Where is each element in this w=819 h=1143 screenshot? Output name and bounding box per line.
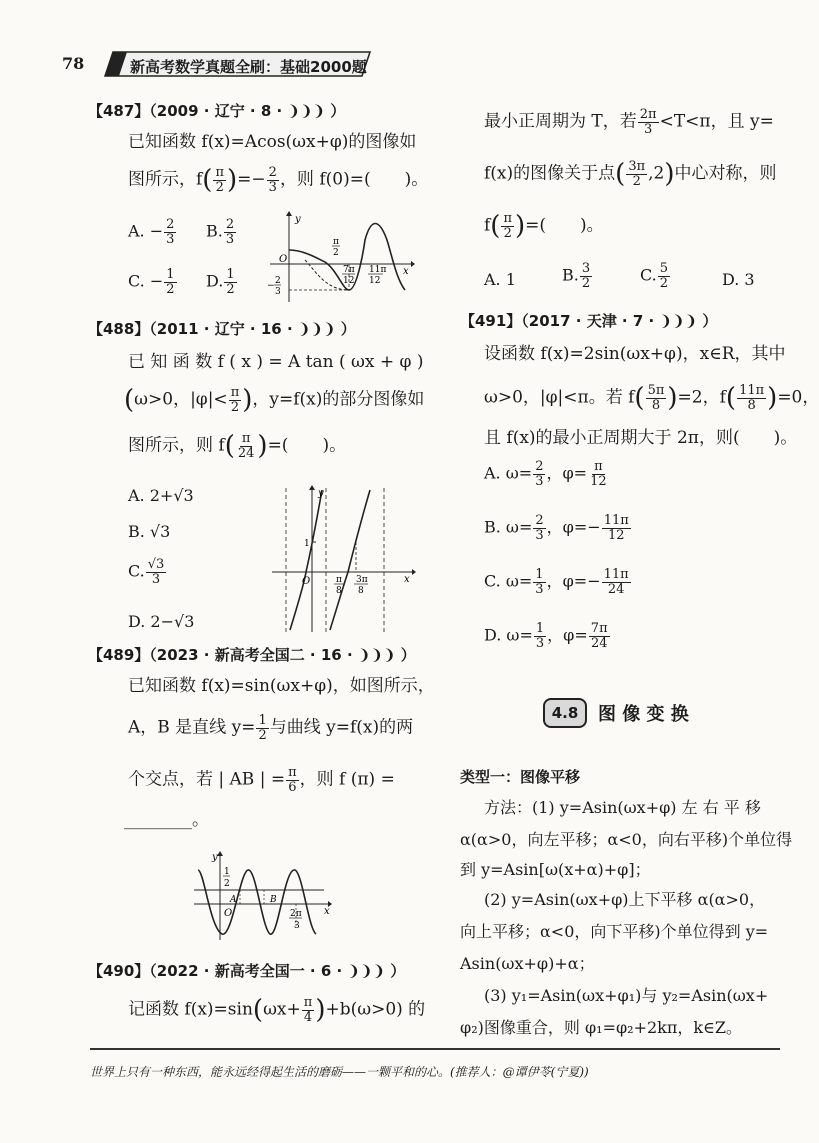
origin-label: O <box>302 576 311 587</box>
q490-line2: 最小正周期为 T，若 $\frac{2\pi}{3}$ <T<π，且 y= <box>484 107 774 137</box>
q491-line3: 且 f(x)的最小正周期大于 2π，则( )。 <box>484 428 798 448</box>
q488-line3: 图所示，则 f( $\frac{\pi}{24}$ )=( )。 <box>128 431 347 462</box>
svg-text:−: − <box>267 281 275 291</box>
q489-line1: 已知函数 f(x)=sin(ωx+φ)，如图所示， <box>128 676 435 696</box>
difficulty-icon: ❩❩❩ ） <box>292 320 356 338</box>
svg-text:π: π <box>333 237 339 247</box>
q489-head: 【489】（2023 · 新高考全国二 · 16 · ❩❩❩ ） <box>88 646 416 664</box>
axis-label-y: y <box>295 214 301 225</box>
axis-label-y: y <box>212 852 218 863</box>
q489-sine-graph <box>190 848 340 943</box>
method-3a: (3) y₁=Asin(ωx+φ₁)与 y₂=Asin(ωx+ <box>484 986 769 1005</box>
q489-line3: 个交点，若 | AB | = $\frac{\pi}{6}$ ，则 f (π) = <box>128 765 395 795</box>
q491-option-d: D. ω= $\frac{1}{3}$ ，φ= $\frac{7\pi}{24}$ <box>484 621 608 651</box>
q491-line2: ω>0，|φ|<π。若 f( $\frac{5\pi}{8}$ )=2，f( $\frac{11\pi}{8}$ )=0， <box>484 383 819 414</box>
q490-option-c: C. $\frac{5}{2}$ <box>640 261 669 291</box>
q490-option-a: A. 1 <box>484 270 516 289</box>
q487-option-b: B. $\frac{2}{3}$ <box>206 217 235 247</box>
method-2a: (2) y=Asin(ωx+φ)上下平移 α(α>0， <box>484 890 766 909</box>
q491-option-a: A. ω= $\frac{2}{3}$ ，φ= $\frac{\pi}{12}$ <box>484 459 607 489</box>
axis-label-y: y <box>318 488 324 499</box>
svg-text:1: 1 <box>304 539 310 549</box>
svg-text:3π: 3π <box>356 575 368 585</box>
q488-tangent-graph <box>268 484 418 634</box>
difficulty-icon: ❩❩❩ ） <box>282 102 346 120</box>
q487-option-d: D. $\frac{1}{2}$ <box>206 267 235 297</box>
type-heading: 类型一：图像平移 <box>460 768 581 786</box>
origin-label: O <box>224 908 233 919</box>
svg-text:12: 12 <box>343 276 355 286</box>
point-a-label: A <box>230 895 237 905</box>
q487-line2: 图所示，f( $\frac{\pi}{2}$ )=− $\frac{2}{3}$ ，则 f(0)=( )。 <box>128 165 429 196</box>
svg-text:2: 2 <box>275 276 281 286</box>
axis-label-x: x <box>403 266 409 277</box>
q489-line2: A，B 是直线 y= $\frac{1}{2}$ 与曲线 y=f(x)的两 <box>128 713 414 743</box>
page-number: 78 <box>62 54 85 73</box>
method-2c: Asin(ωx+φ)+α； <box>460 954 595 973</box>
q491-option-c: C. ω= $\frac{1}{3}$ ，φ=− $\frac{11\pi}{24}$ <box>484 567 629 597</box>
section-badge: 4.8 <box>543 698 587 728</box>
q489-answer-blank: ________。 <box>124 810 209 830</box>
difficulty-icon: ❩❩❩ ） <box>654 312 718 330</box>
point-b-label: B <box>270 895 277 905</box>
q491-head: 【491】（2017 · 天津 · 7 · ❩❩❩ ） <box>460 312 718 330</box>
svg-text:12: 12 <box>369 276 381 286</box>
difficulty-icon: ❩❩❩ ） <box>352 646 416 664</box>
q491-line1: 设函数 f(x)=2sin(ωx+φ)，x∈R，其中 <box>484 344 786 364</box>
q488-option-b: B. √3 <box>128 522 171 541</box>
q487-option-a: A. − $\frac{2}{3}$ <box>128 217 175 247</box>
footer-divider <box>90 1048 780 1050</box>
q488-option-c: C. $\frac{√3}{3}$ <box>128 557 165 587</box>
q487-cosine-graph <box>265 210 415 305</box>
svg-text:8: 8 <box>336 586 342 596</box>
method-2b: 向上平移；α<0，向下平移)个单位得到 y= <box>460 922 769 941</box>
q487-line1: 已知函数 f(x)=Acos(ωx+φ)的图像如 <box>128 132 417 152</box>
method-1a: 方法：(1) y=Asin(ωx+φ) 左 右 平 移 <box>484 798 761 817</box>
svg-text:3: 3 <box>294 921 300 931</box>
axis-label-x: x <box>324 906 330 917</box>
svg-text:11π: 11π <box>369 265 387 275</box>
book-subtitle: 基础2000题 <box>280 58 367 76</box>
q490-line3: f(x)的图像关于点( $\frac{3\pi}{2}$ ,2)中心对称，则 <box>484 159 777 190</box>
method-3b: φ₂)图像重合，则 φ₁=φ₂+2kπ，k∈Z。 <box>460 1018 743 1037</box>
svg-text:2: 2 <box>224 879 230 889</box>
svg-text:2π: 2π <box>290 909 302 919</box>
footer-quote: 世界上只有一种东西，能永远经得起生活的磨砺——一颗平和的心。(推荐人：@谭伊苓(宁夏)) <box>90 1065 589 1079</box>
svg-text:π: π <box>336 575 342 585</box>
section-title: 图 像 变 换 <box>598 704 689 725</box>
origin-label: O <box>279 254 288 265</box>
q487-option-c: C. − $\frac{1}{2}$ <box>128 267 175 297</box>
q490-option-d: D. 3 <box>722 270 755 289</box>
q490-line1: 记函数 f(x)=sin(ωx+ $\frac{\pi}{4}$ )+b(ω>0) 的 <box>128 995 426 1026</box>
svg-text:3: 3 <box>275 287 281 297</box>
q488-line2: (ω>0，|φ|< $\frac{\pi}{2}$ )，y=f(x)的部分图像如 <box>124 385 425 416</box>
difficulty-icon: ❩❩❩ ） <box>342 962 406 980</box>
q488-line1: 已 知 函 数 f ( x ) = A tan ( ωx + φ ) <box>128 352 424 372</box>
q488-head: 【488】（2011 · 辽宁 · 16 · ❩❩❩ ） <box>88 320 356 338</box>
q490-line4: f( $\frac{\pi}{2}$ )=( )。 <box>484 211 604 242</box>
q490-option-b: B. $\frac{3}{2}$ <box>562 261 591 291</box>
method-1b: α(α>0，向左平移；α<0，向右平移)个单位得 <box>460 830 793 849</box>
q487-head: 【487】（2009 · 辽宁 · 8 · ❩❩❩ ） <box>88 102 346 120</box>
svg-text:2: 2 <box>333 248 339 258</box>
q488-option-d: D. 2−√3 <box>128 612 195 631</box>
q490-head: 【490】（2022 · 新高考全国一 · 6 · ❩❩❩ ） <box>88 962 406 980</box>
svg-text:1: 1 <box>224 867 230 877</box>
svg-text:8: 8 <box>358 586 364 596</box>
axis-label-x: x <box>404 574 410 585</box>
book-title: 新高考数学真题全刷： <box>130 58 281 76</box>
svg-text:7π: 7π <box>343 265 355 275</box>
q491-option-b: B. ω= $\frac{2}{3}$ ，φ=− $\frac{11\pi}{12}$ <box>484 513 629 543</box>
method-1c: 到 y=Asin[ω(x+α)+φ]； <box>460 860 651 879</box>
q488-option-a: A. 2+√3 <box>128 486 194 505</box>
